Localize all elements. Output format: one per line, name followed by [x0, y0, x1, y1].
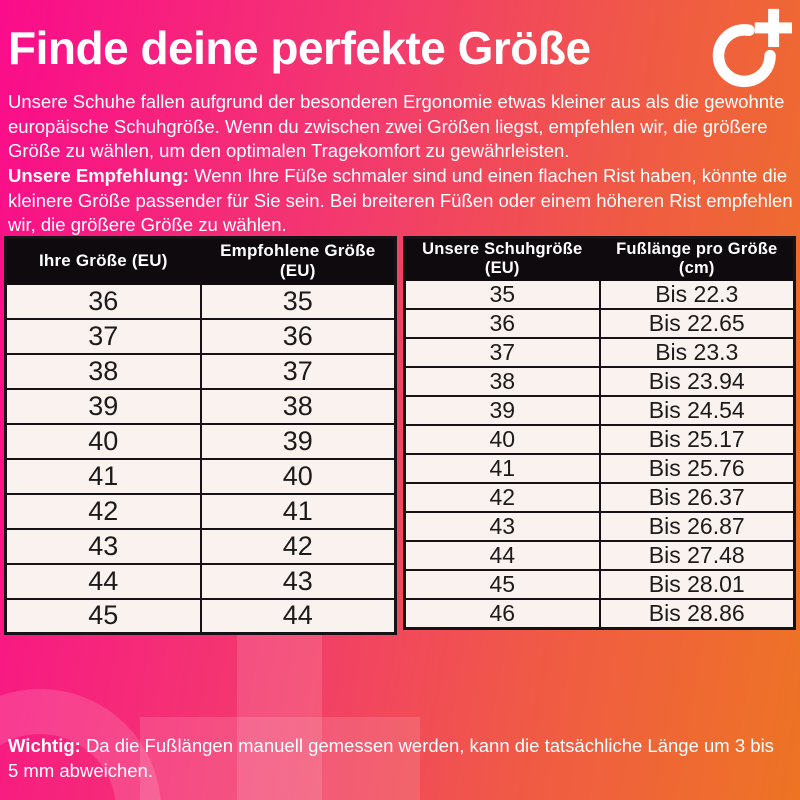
table-row [405, 309, 795, 338]
table-row [405, 599, 795, 629]
table-row [6, 564, 396, 599]
table-cell: 39 [201, 424, 396, 459]
table-cell: 39 [405, 396, 600, 425]
table-row [405, 541, 795, 570]
table-cell: 44 [201, 599, 396, 634]
table-row [6, 459, 396, 494]
table-cell: Bis 25.17 [600, 425, 795, 454]
table-cell: Bis 22.65 [600, 309, 795, 338]
table-cell: 43 [405, 512, 600, 541]
table-cell: 35 [405, 280, 600, 309]
table-cell: Bis 24.54 [600, 396, 795, 425]
table-row [6, 424, 396, 459]
table-cell: 36 [405, 309, 600, 338]
recommendation-label: Unsere Empfehlung: [8, 165, 189, 186]
size-conversion-table [4, 236, 397, 635]
table-row [405, 483, 795, 512]
note-text [8, 733, 788, 783]
table-cell: 40 [6, 424, 201, 459]
table-row [6, 354, 396, 389]
table-cell: 41 [6, 459, 201, 494]
table-cell: Bis 25.76 [600, 454, 795, 483]
table-cell: 44 [6, 564, 201, 599]
header-row [6, 238, 396, 284]
table-cell: 46 [405, 599, 600, 629]
table-cell: 43 [201, 564, 396, 599]
table-cell: 42 [405, 483, 600, 512]
foot-length-table [403, 236, 796, 630]
table-cell: 41 [201, 494, 396, 529]
table-cell: Bis 23.3 [600, 338, 795, 367]
table-cell: Bis 28.01 [600, 570, 795, 599]
table-row [405, 338, 795, 367]
table-cell: 37 [6, 319, 201, 354]
table-cell: 45 [6, 599, 201, 634]
table-cell: Bis 28.86 [600, 599, 795, 629]
note-body: Da die Fußlängen manuell gemessen werden, kann die tatsächliche Länge um 3 bis 5 mm abweichen. [8, 735, 774, 781]
table-row [6, 389, 396, 424]
recommendation-body: Wenn Ihre Füße schmaler sind und einen flachen Rist haben, könnte die kleinere Größe passender für Sie sein. Bei breiteren Füßen oder einem höheren Rist empfehlen wir, die größere Größe zu wählen. [8, 165, 793, 235]
table-cell: 45 [405, 570, 600, 599]
table-cell: 39 [6, 389, 201, 424]
table-cell: 40 [405, 425, 600, 454]
recommendation-text [8, 164, 800, 238]
table-cell: Bis 26.37 [600, 483, 795, 512]
table-cell: 36 [201, 319, 396, 354]
table-row [6, 319, 396, 354]
table-row [405, 396, 795, 425]
header-row [405, 238, 795, 280]
table-cell: Bis 26.87 [600, 512, 795, 541]
table-cell: 40 [201, 459, 396, 494]
table-cell: Bis 22.3 [600, 280, 795, 309]
table-cell: 42 [6, 494, 201, 529]
table-cell: Bis 27.48 [600, 541, 795, 570]
table-row [405, 367, 795, 396]
table-row [405, 280, 795, 309]
note-label: Wichtig: [8, 735, 81, 756]
table-row [405, 570, 795, 599]
column-header: Fußlänge pro Größe (cm) [600, 238, 795, 280]
table-row [405, 512, 795, 541]
table-cell: 41 [405, 454, 600, 483]
table-cell: 36 [6, 284, 201, 319]
table-row [405, 454, 795, 483]
table-row [405, 425, 795, 454]
table-cell: 38 [405, 367, 600, 396]
table-row [6, 599, 396, 634]
table-row [6, 284, 396, 319]
column-header: Unsere Schuhgröße (EU) [405, 238, 600, 280]
column-header: Ihre Größe (EU) [6, 238, 201, 284]
table-cell: 37 [201, 354, 396, 389]
table-cell: 37 [405, 338, 600, 367]
table-cell: 35 [201, 284, 396, 319]
tables-row [4, 236, 796, 635]
table-cell: 42 [201, 529, 396, 564]
intro-text: Unsere Schuhe fallen aufgrund der besonderen Ergonomie etwas kleiner aus als die gewohnte europäische Schuhgröße. Wenn du zwischen zwei Größen liegst, empfehlen wir, die größere Größe zu wählen, um den optimalen Tragekomfort zu gewährleisten. [8, 91, 785, 161]
column-header: Empfohlene Größe (EU) [201, 238, 396, 284]
table-cell: 38 [6, 354, 201, 389]
table-cell: Bis 23.94 [600, 367, 795, 396]
brand-o-plus-logo-icon [708, 6, 792, 90]
table-cell: 43 [6, 529, 201, 564]
table-cell: 38 [201, 389, 396, 424]
page-title: Finde deine perfekte Größe [8, 22, 591, 74]
table-cell: 44 [405, 541, 600, 570]
table-row [6, 529, 396, 564]
table-row [6, 494, 396, 529]
